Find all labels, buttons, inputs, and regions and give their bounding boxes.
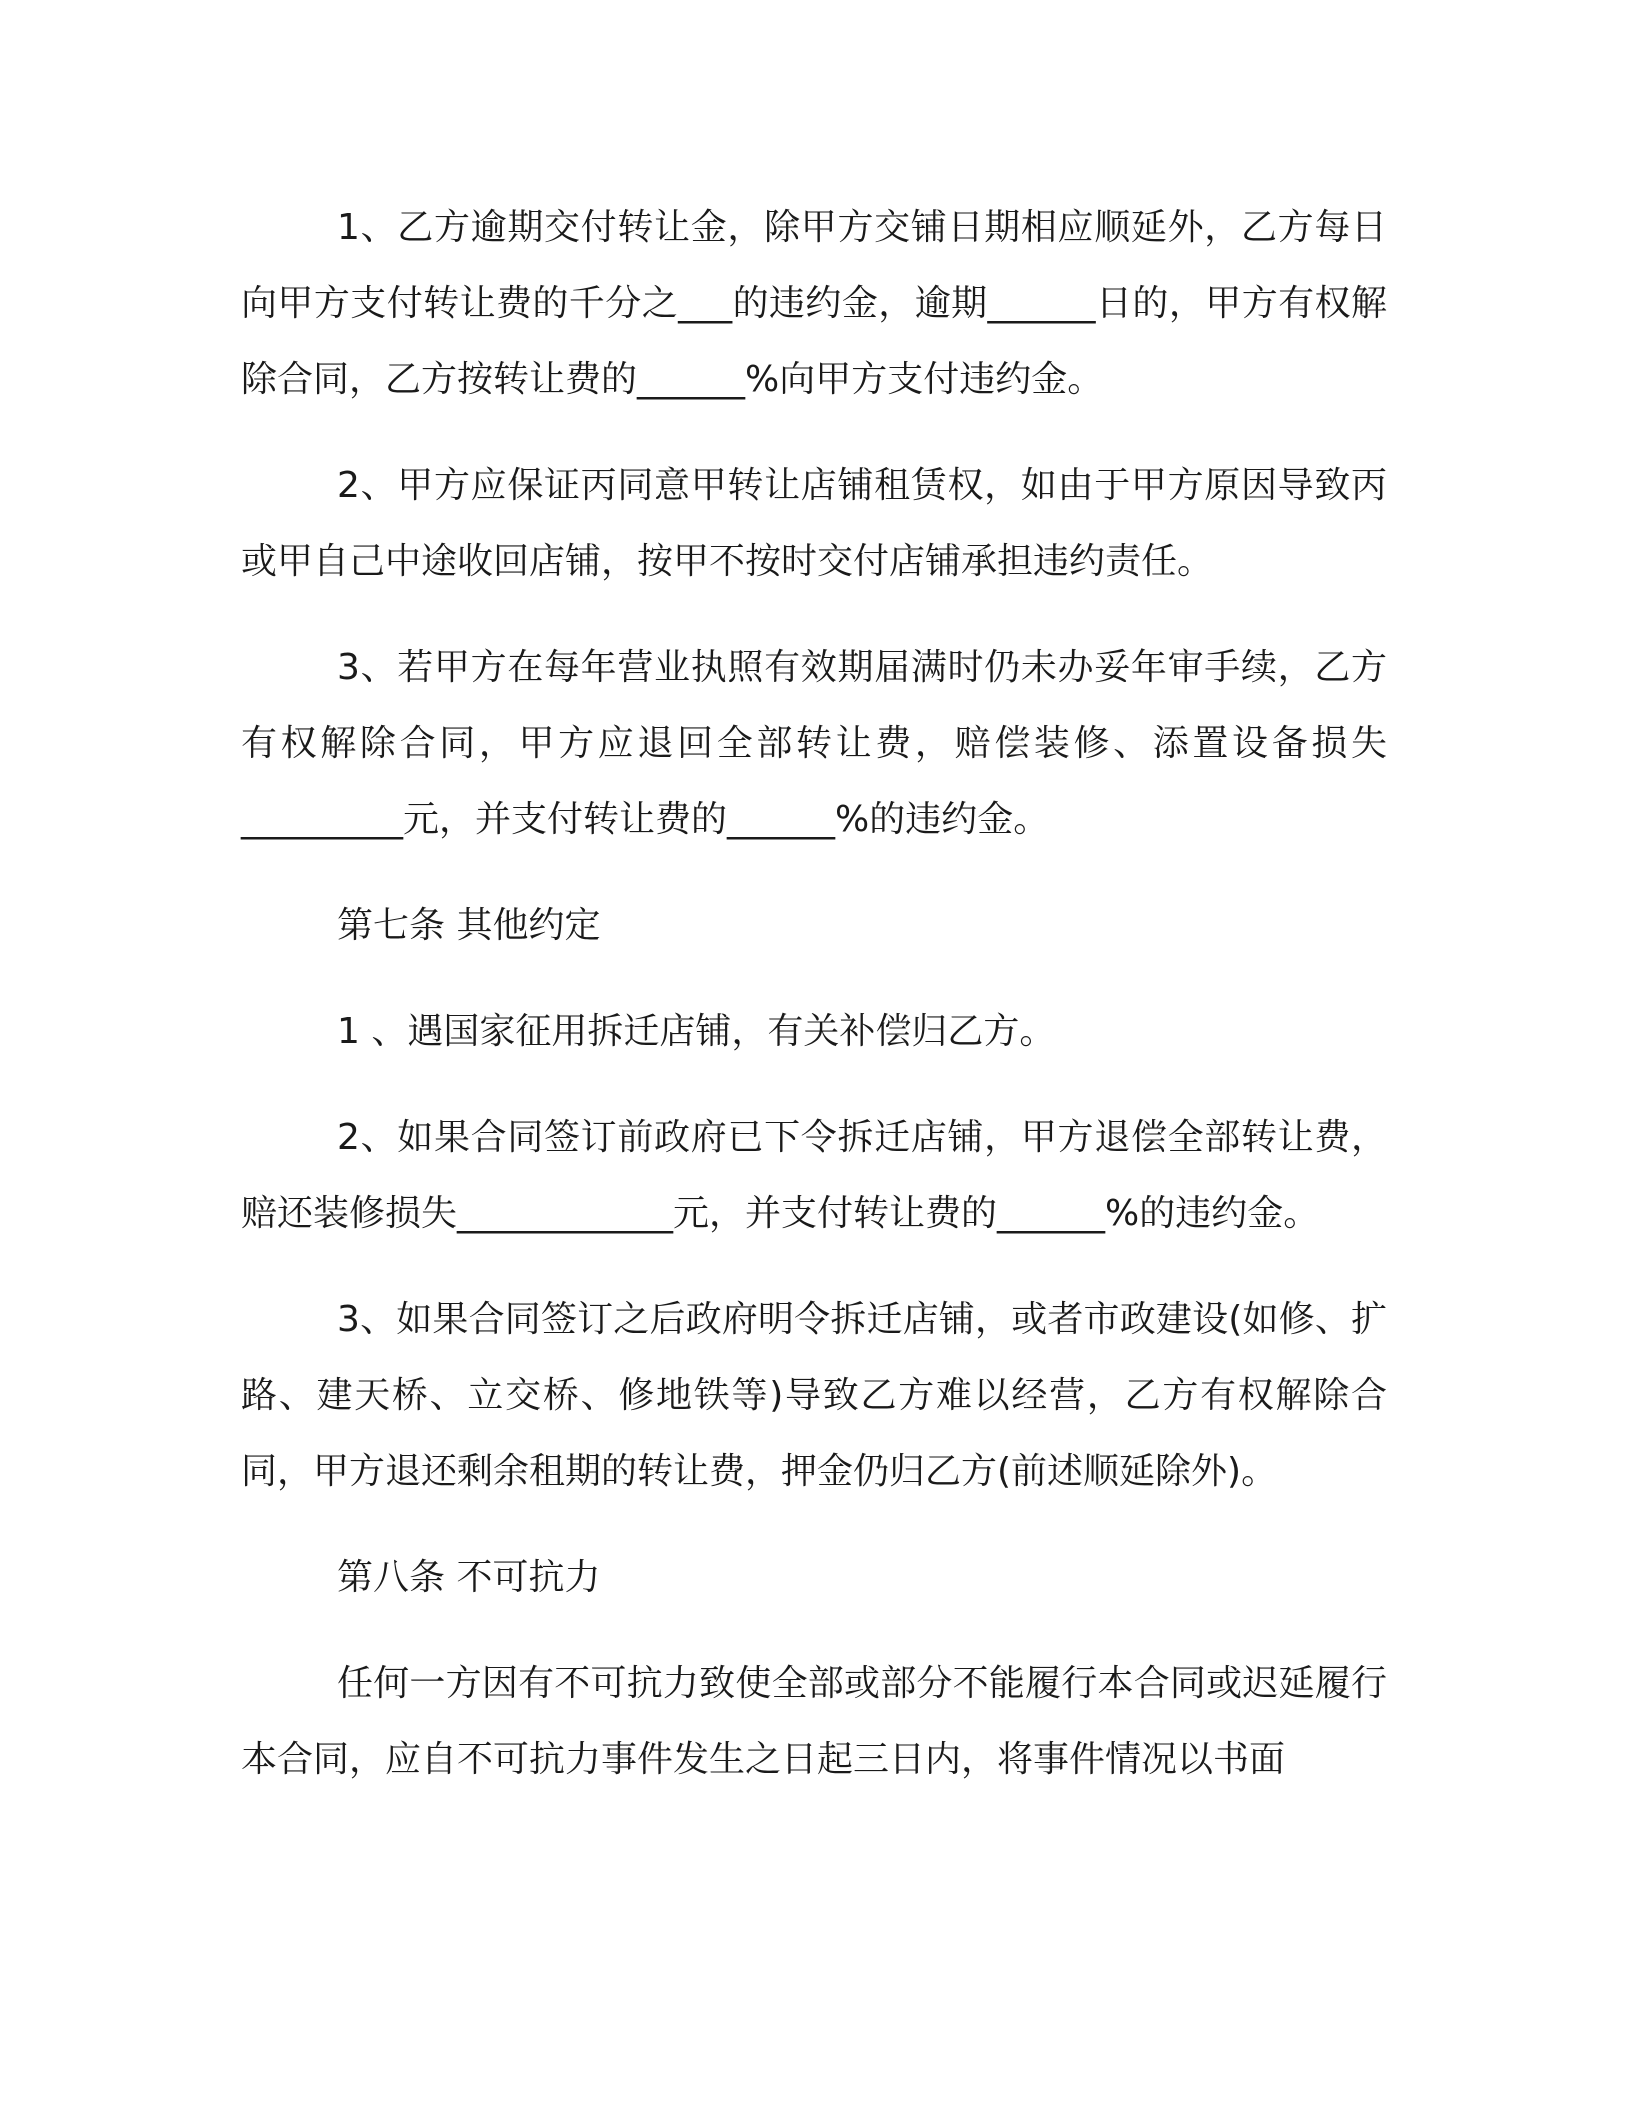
section-heading-article-8: 第八条 不可抗力 (337, 1557, 601, 1598)
paragraph-demolition-after-signing: 3、如果合同签订之后政府明令拆迁店铺，或者市政建设(如修、扩路、建天桥、立交桥、修地铁等)导致乙方难以经营，乙方有权解除合同，甲方退还剩余租期的转让费，押金仍归乙方(前述顺延除外)。 (241, 1299, 1387, 1492)
paragraph-penalty-late-payment: 1、乙方逾期交付转让金，除甲方交铺日期相应顺延外，乙方每日向甲方支付转让费的千分之___的违约金，逾期______日的，甲方有权解除合同，乙方按转让费的______%向甲方支付违约金。 (241, 207, 1387, 400)
section-heading-article-7: 第七条 其他约定 (337, 905, 601, 946)
paragraph-demolition-compensation: 1 、遇国家征用拆迁店铺，有关补偿归乙方。 (337, 1011, 1056, 1052)
document-body (241, 190, 1387, 1798)
paragraph-force-majeure: 任何一方因有不可抗力致使全部或部分不能履行本合同或迟延履行本合同，应自不可抗力事件发生之日起三日内，将事件情况以书面 (241, 1663, 1387, 1780)
paragraph-demolition-before-signing: 2、如果合同签订前政府已下令拆迁店铺，甲方退偿全部转让费，赔还装修损失____________元，并支付转让费的______%的违约金。 (241, 1117, 1387, 1234)
paragraph-landlord-consent: 2、甲方应保证丙同意甲转让店铺租赁权，如由于甲方原因导致丙或甲自己中途收回店铺，按甲不按时交付店铺承担违约责任。 (241, 465, 1387, 582)
paragraph-license-renewal: 3、若甲方在每年营业执照有效期届满时仍未办妥年审手续，乙方有权解除合同，甲方应退回全部转让费，赔偿装修、添置设备损失_________元，并支付转让费的______%的违约金。 (241, 647, 1387, 840)
